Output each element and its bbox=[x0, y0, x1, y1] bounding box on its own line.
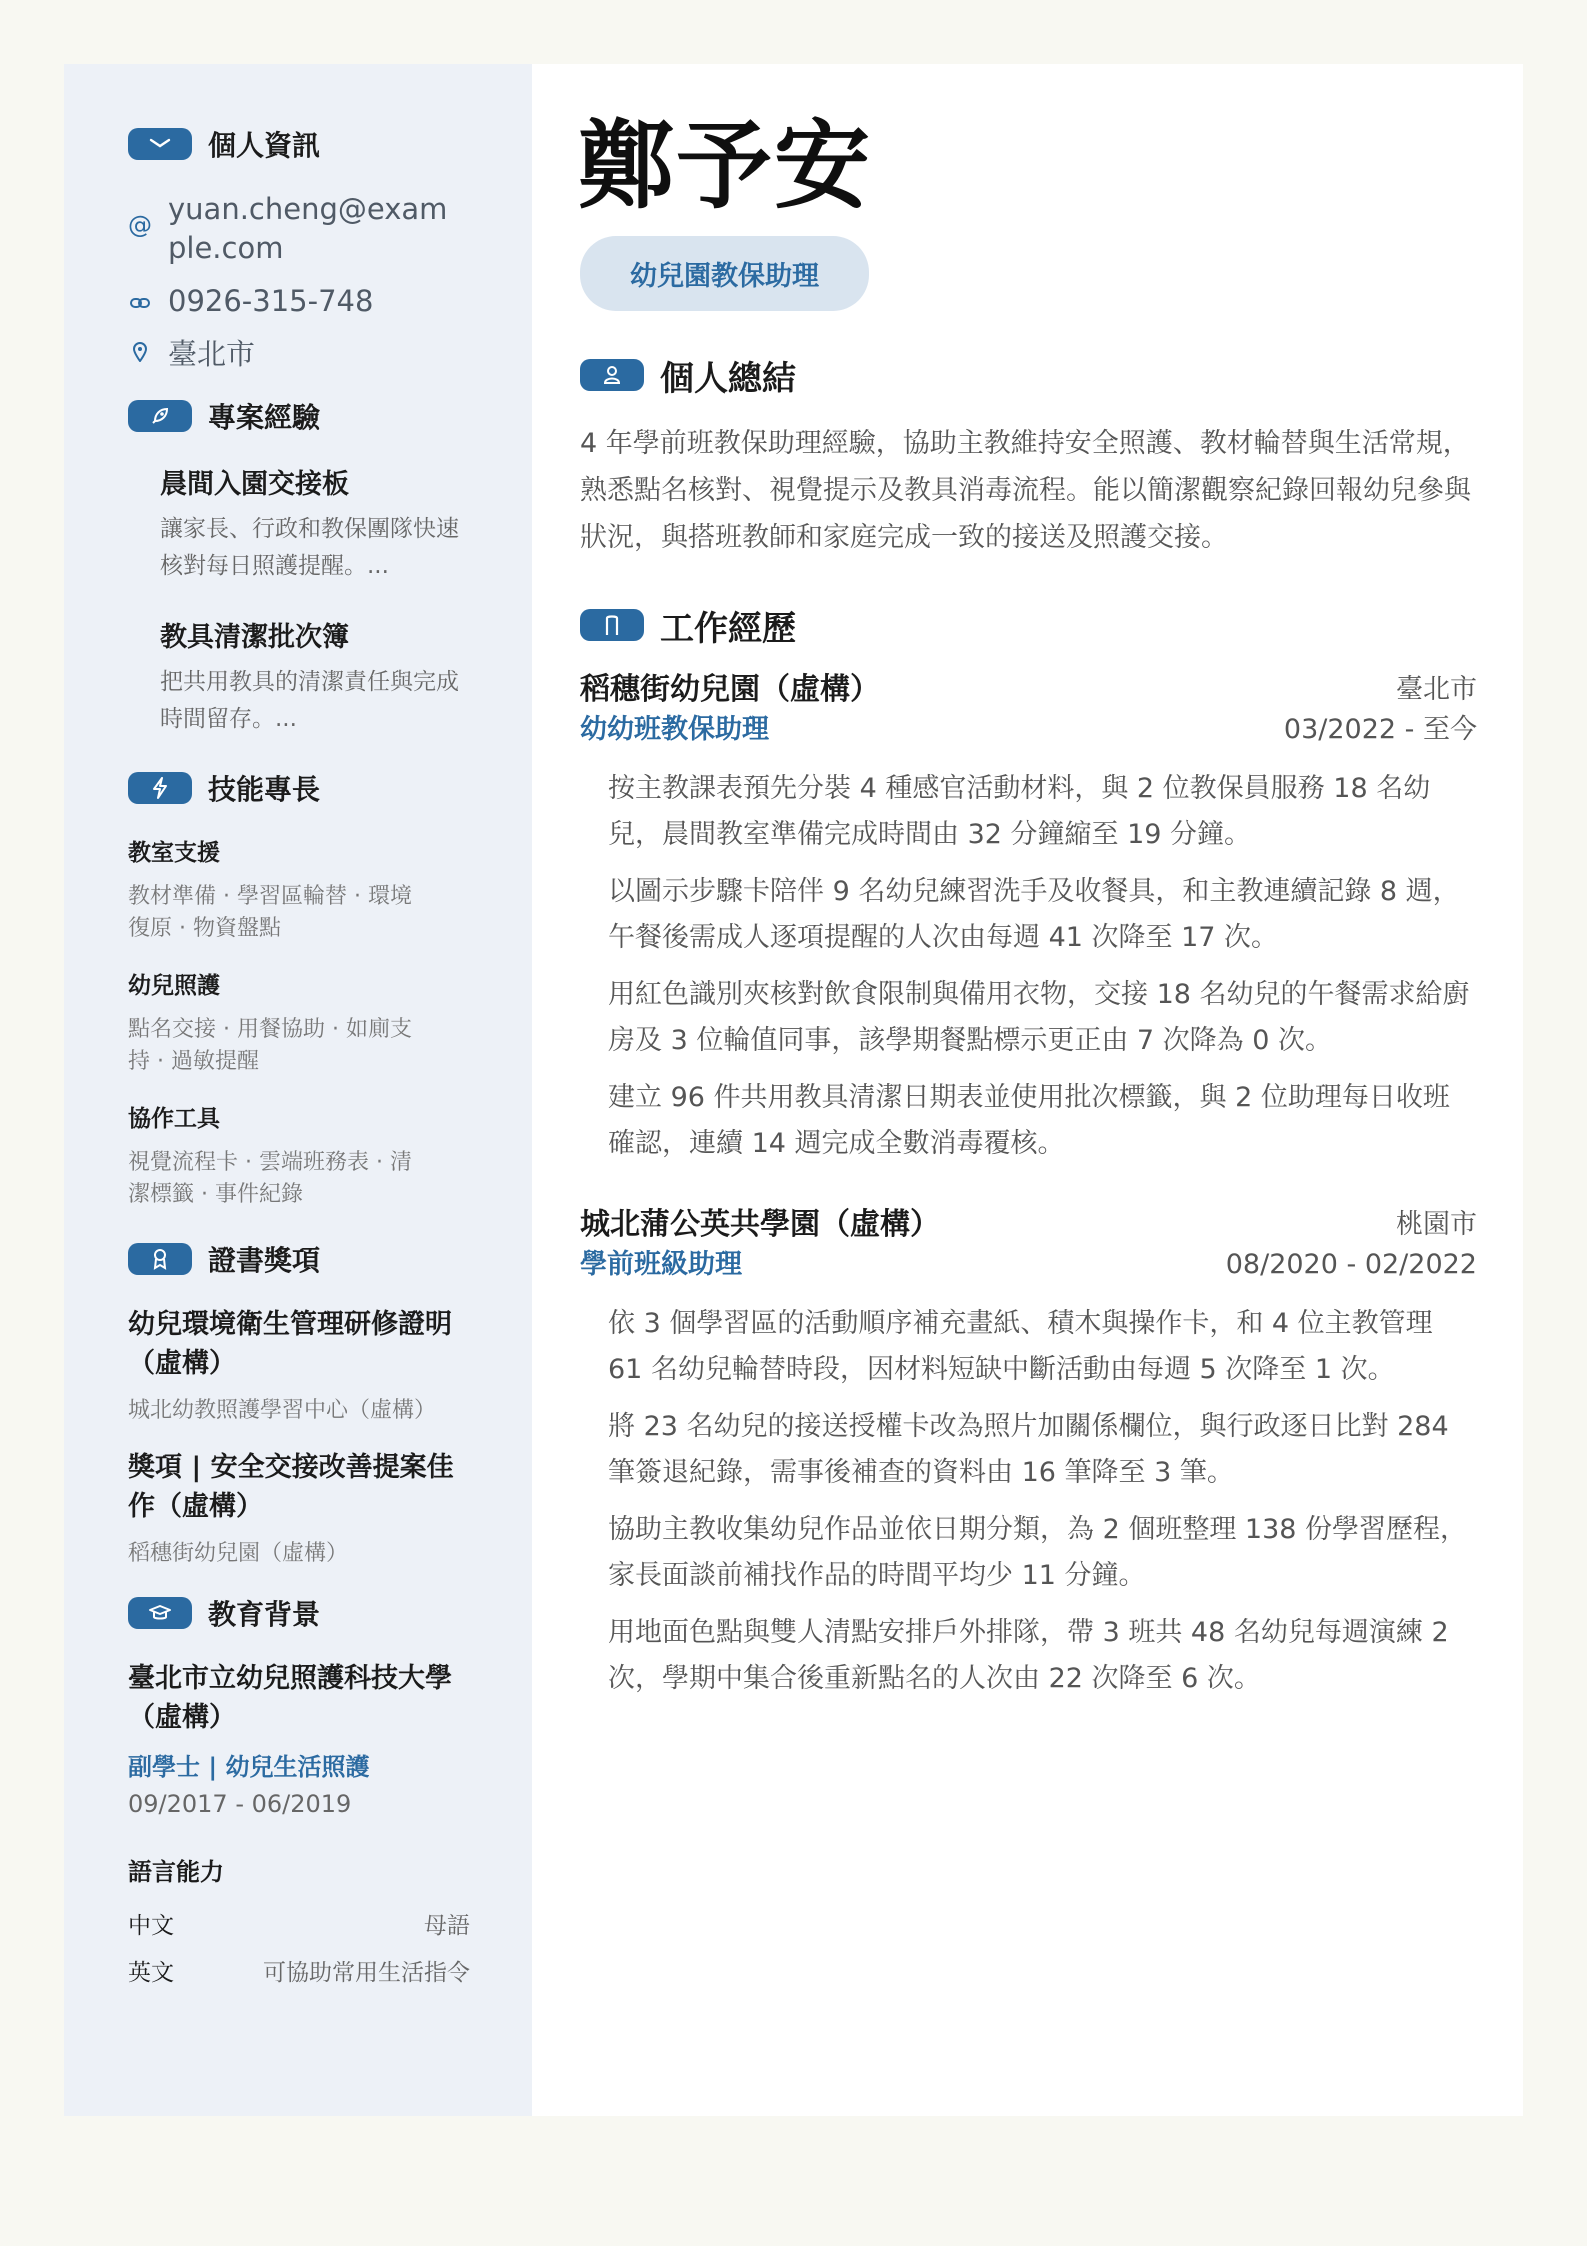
job-title: 學前班級助理 bbox=[580, 1248, 742, 1280]
cert-org: 城北幼教照護學習中心（虛構） bbox=[128, 1398, 437, 1423]
language-row bbox=[128, 1954, 470, 1987]
rocket-icon bbox=[128, 400, 192, 432]
project-item bbox=[128, 462, 470, 585]
location-text: 臺北市 bbox=[168, 337, 256, 371]
job-bullet: 建立 96 件共用教具清潔日期表並使用批次標籤，與 2 位助理每日收班確認，連續 14 週完成全數消毒覆核。 bbox=[608, 1081, 1450, 1159]
skill-items: 視覺流程卡 · 雲端班務表 · 清潔標籤 · 事件紀錄 bbox=[128, 1150, 412, 1207]
award-icon bbox=[128, 1243, 192, 1275]
projects-section-header bbox=[128, 396, 470, 436]
skill-group bbox=[128, 1100, 470, 1211]
job-dates: 03/2022 - 至今 bbox=[1283, 713, 1477, 745]
email-text[interactable]: yuan.cheng@example.com bbox=[168, 192, 448, 265]
job-bullet: 用地面色點與雙人清點安排戶外排隊，帶 3 班共 48 名幼兒每週演練 2 次，學期中集合後重新點名的人次由 22 次降至 6 次。 bbox=[608, 1616, 1449, 1694]
contact-section-title: 個人資訊 bbox=[208, 129, 321, 162]
language-level: 可協助常用生活指令 bbox=[263, 1960, 470, 1986]
job-bullets bbox=[580, 766, 1477, 1167]
skill-group bbox=[128, 967, 470, 1078]
map-pin-icon bbox=[128, 335, 152, 374]
project-name: 晨間入園交接板 bbox=[160, 469, 349, 500]
cert-org: 稻穗街幼兒園（虛構） bbox=[128, 1541, 349, 1566]
project-desc: 把共用教具的清潔責任與完成時間留存。... bbox=[160, 669, 459, 732]
project-item bbox=[128, 615, 470, 738]
cert-name: 幼兒環境衛生管理研修證明（虛構） bbox=[128, 1309, 452, 1379]
education-section-header bbox=[128, 1593, 470, 1633]
skill-group bbox=[128, 834, 470, 945]
job-bullet: 協助主教收集幼兒作品並依日期分類，為 2 個班整理 138 份學習歷程，家長面談前補找作品的時間平均少 11 分鐘。 bbox=[608, 1513, 1468, 1591]
job-entry bbox=[580, 670, 1477, 1167]
job-bullet: 將 23 名幼兒的接送授權卡改為照片加關係欄位，與行政逐日比對 284 筆簽退紀錄，需事後補查的資料由 16 筆降至 3 筆。 bbox=[608, 1410, 1449, 1488]
job-location: 桃園市 bbox=[1396, 1208, 1477, 1240]
sidebar bbox=[64, 64, 532, 2116]
school-name: 臺北市立幼兒照護科技大學（虛構） bbox=[128, 1663, 452, 1733]
cert-name: 獎項 | 安全交接改善提案佳作（虛構） bbox=[128, 1452, 454, 1522]
education-dates: 09/2017 - 06/2019 bbox=[128, 1790, 352, 1818]
summary-text: 4 年學前班教保助理經驗，協助主教維持安全照護、教材輪替與生活常規，熟悉點名核對、視覺提示及教具消毒流程。能以簡潔觀察紀錄回報幼兒參與狀況，與搭班教師和家庭完成一致的接送及照護交接。 bbox=[580, 427, 1471, 553]
work-section-title: 工作經歷 bbox=[660, 608, 796, 649]
job-bullet: 用紅色識別夾核對飲食限制與備用衣物，交接 18 名幼兒的午餐需求給廚房及 3 位輪值同事，該學期餐點標示更正由 7 次降為 0 次。 bbox=[608, 978, 1470, 1056]
contact-email bbox=[128, 190, 470, 268]
summary-section-header bbox=[580, 351, 1477, 400]
language-level: 母語 bbox=[424, 1913, 470, 1939]
resume-page bbox=[64, 64, 1523, 2116]
skill-category: 幼兒照護 bbox=[128, 973, 220, 999]
link-icon bbox=[128, 282, 152, 321]
candidate-name: 鄭予安 bbox=[578, 110, 872, 222]
job-location: 臺北市 bbox=[1396, 673, 1477, 705]
certs-section-header bbox=[128, 1239, 470, 1279]
role-badge: 幼兒園教保助理 bbox=[580, 236, 869, 311]
job-header bbox=[580, 670, 1477, 750]
skill-category: 協作工具 bbox=[128, 1106, 220, 1132]
job-entry bbox=[580, 1205, 1477, 1702]
skills-section-header bbox=[128, 768, 470, 808]
job-company: 城北蒲公英共學園（虛構） bbox=[580, 1206, 940, 1242]
job-bullet: 按主教課表預先分裝 4 種感官活動材料，與 2 位教保員服務 18 名幼兒，晨間教室準備完成時間由 32 分鐘縮至 19 分鐘。 bbox=[608, 772, 1431, 850]
work-section-header bbox=[580, 601, 1477, 650]
summary-section-title: 個人總結 bbox=[660, 358, 796, 399]
language-name: 中文 bbox=[128, 1913, 174, 1939]
job-bullet: 以圖示步驟卡陪伴 9 名幼兒練習洗手及收餐具，和主教連續記錄 8 週，午餐後需成人逐項提醒的人次由每週 41 次降至 17 次。 bbox=[608, 875, 1460, 953]
job-header bbox=[580, 1205, 1477, 1285]
projects-section-title: 專案經驗 bbox=[208, 401, 321, 434]
graduation-cap-icon bbox=[128, 1597, 192, 1629]
main-content bbox=[532, 64, 1525, 2116]
project-name: 教具清潔批次簿 bbox=[160, 622, 349, 653]
languages-title: 語言能力 bbox=[128, 1858, 224, 1886]
lightning-icon bbox=[128, 772, 192, 804]
degree: 副學士 | 幼兒生活照護 bbox=[128, 1753, 370, 1781]
skill-items: 點名交接 · 用餐協助 · 如廁支持 · 過敏提醒 bbox=[128, 1017, 412, 1074]
education-item bbox=[128, 1659, 470, 1818]
cert-item bbox=[128, 1448, 470, 1567]
contact-section-header bbox=[128, 124, 470, 164]
briefcase-icon bbox=[580, 609, 644, 641]
education-section-title: 教育背景 bbox=[208, 1598, 321, 1631]
language-row bbox=[128, 1907, 470, 1940]
project-desc: 讓家長、行政和教保團隊快速核對每日照護提醒。... bbox=[160, 516, 459, 579]
envelope-icon bbox=[128, 128, 192, 160]
skill-category: 教室支援 bbox=[128, 840, 220, 866]
at-icon: @ bbox=[128, 211, 152, 239]
language-name: 英文 bbox=[128, 1960, 174, 1986]
skill-items: 教材準備 · 學習區輪替 · 環境復原 · 物資盤點 bbox=[128, 884, 412, 941]
job-title: 幼幼班教保助理 bbox=[580, 713, 769, 745]
contact-phone bbox=[128, 282, 470, 321]
job-bullet: 依 3 個學習區的活動順序補充畫紙、積木與操作卡，和 4 位主教管理 61 名幼兒輪替時段，因材料短缺中斷活動由每週 5 次降至 1 次。 bbox=[608, 1307, 1433, 1385]
job-company: 稻穗街幼兒園（虛構） bbox=[580, 671, 880, 707]
phone-text: 0926-315-748 bbox=[168, 284, 374, 318]
skills-section-title: 技能專長 bbox=[208, 773, 321, 806]
person-icon bbox=[580, 359, 644, 391]
job-bullets bbox=[580, 1301, 1477, 1702]
contact-location bbox=[128, 335, 470, 374]
cert-item bbox=[128, 1305, 470, 1424]
job-dates: 08/2020 - 02/2022 bbox=[1225, 1248, 1477, 1280]
certs-section-title: 證書獎項 bbox=[208, 1244, 321, 1277]
